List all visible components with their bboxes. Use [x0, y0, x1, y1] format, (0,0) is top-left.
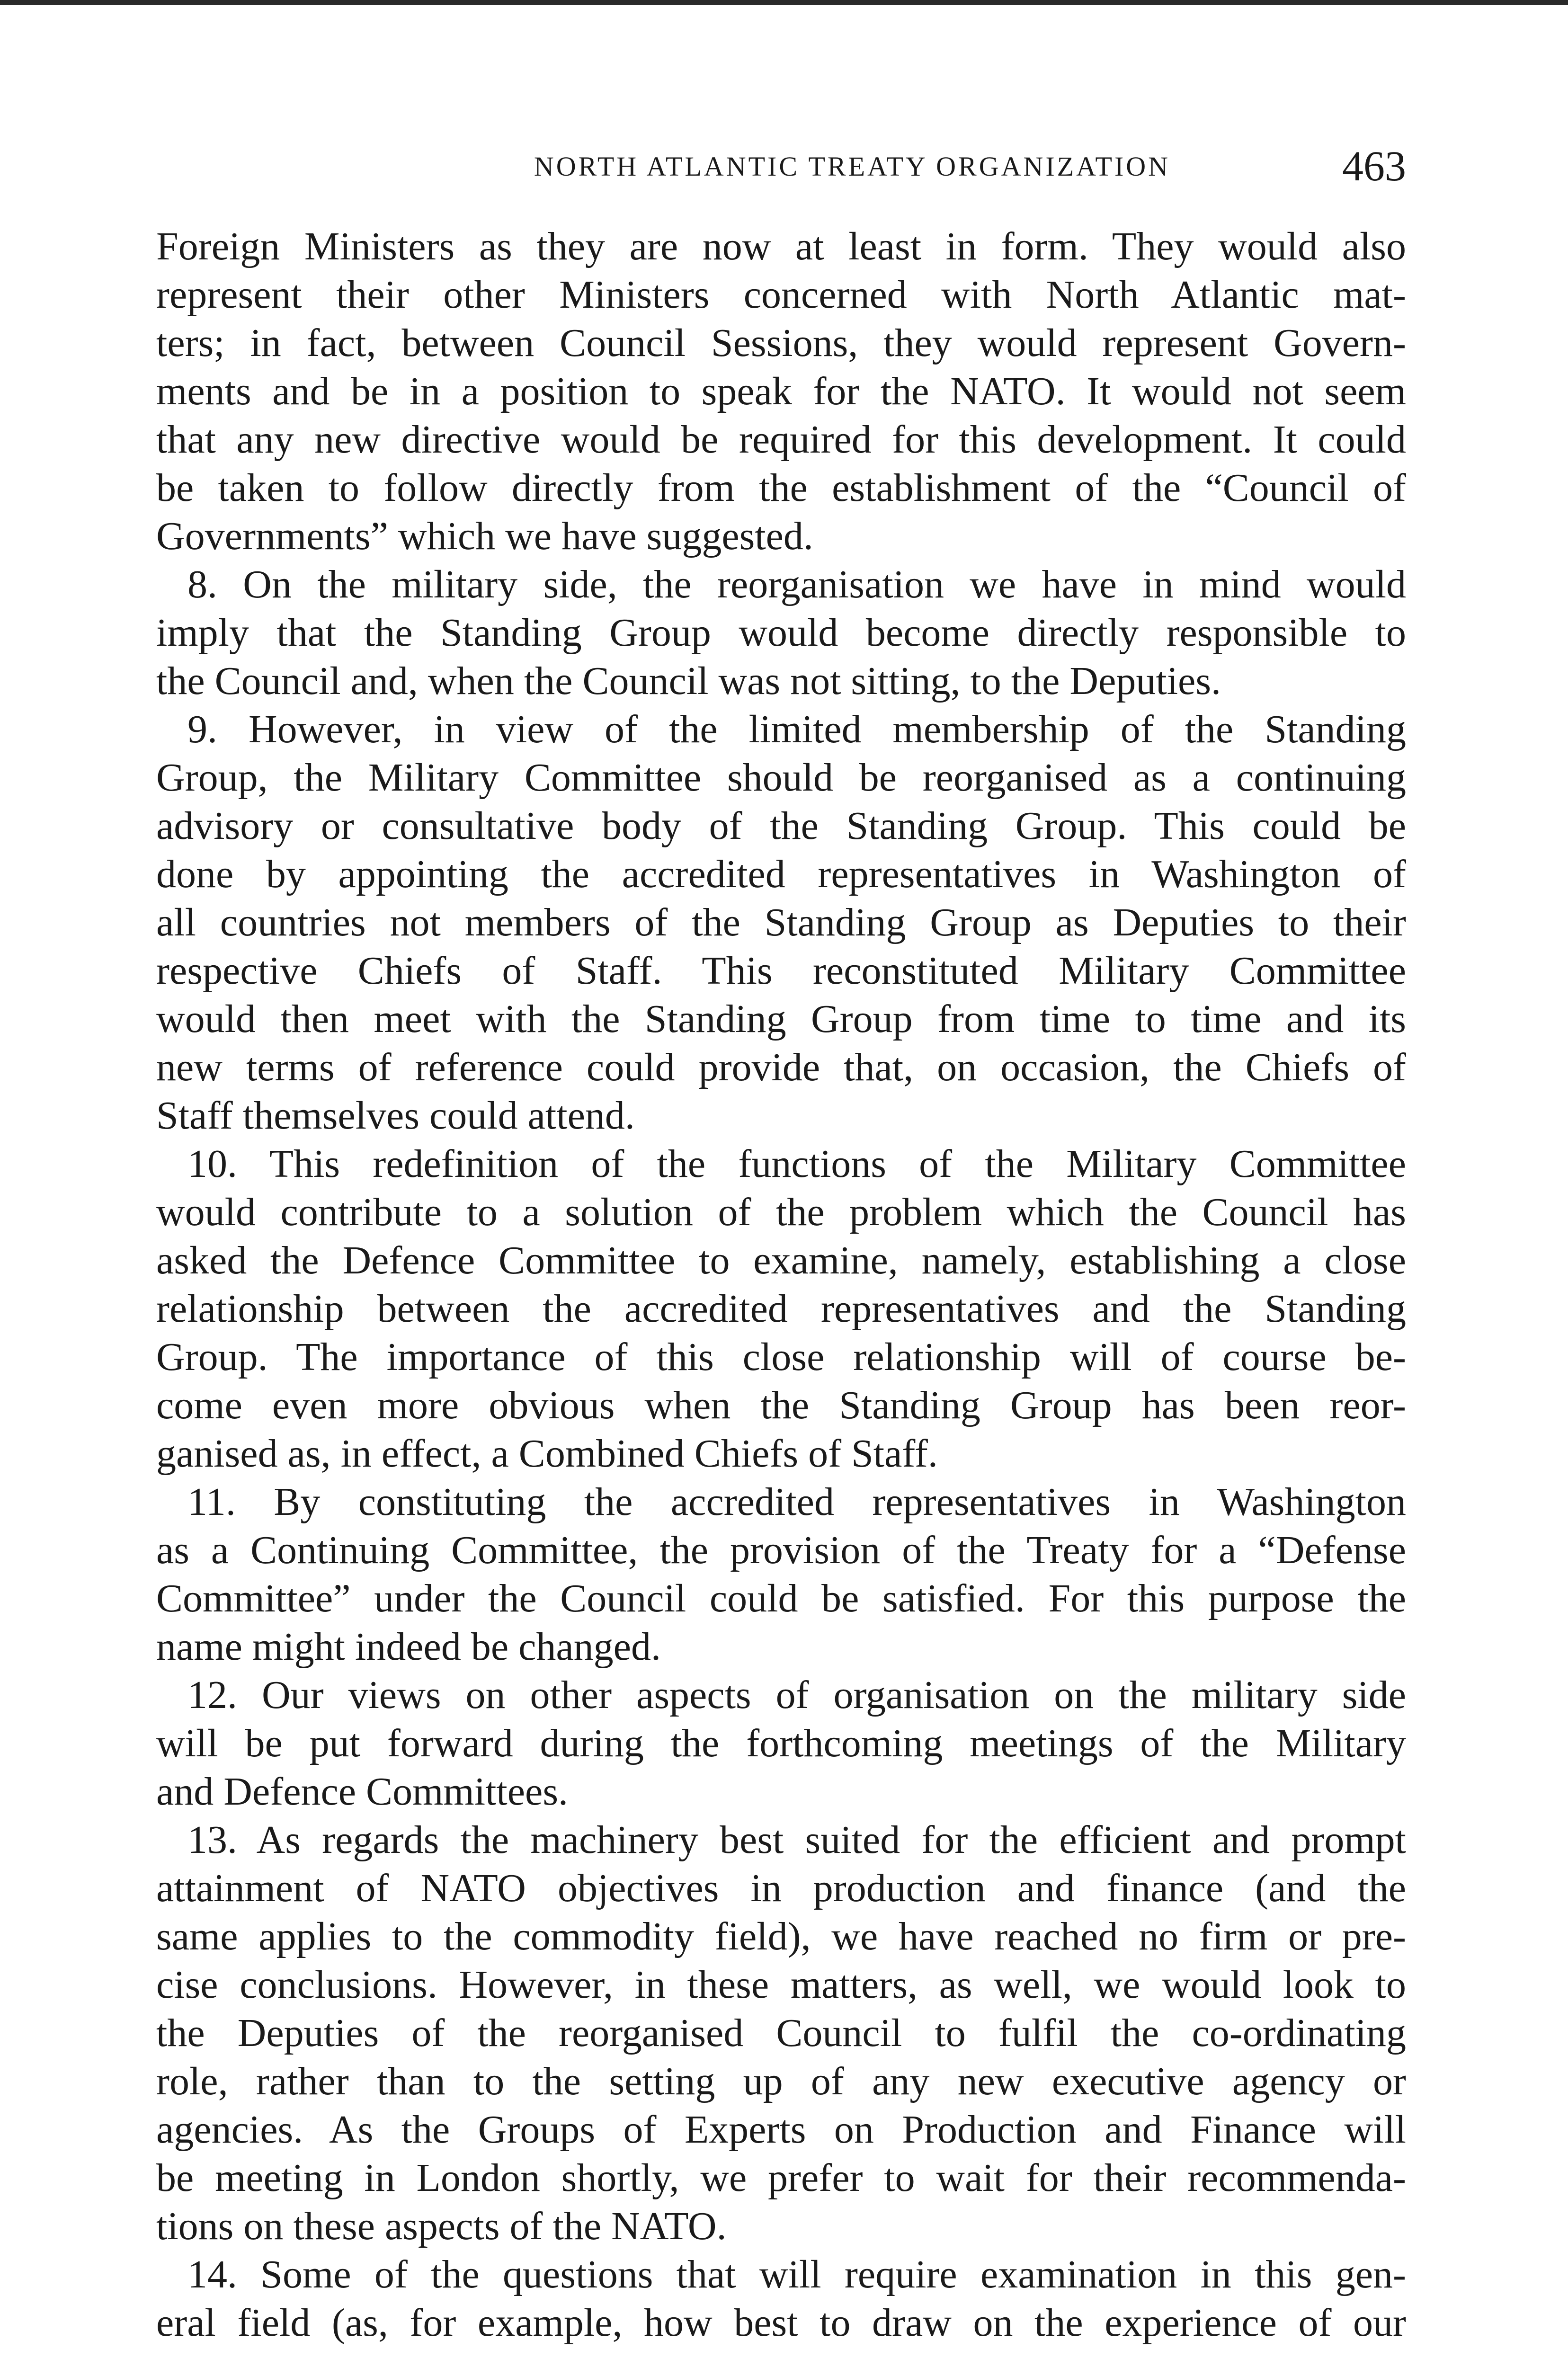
text-line: represent their other Ministers concerned with North Atlantic mat- — [156, 273, 1406, 317]
text-line: Group. The importance of this close relationship will of course be- — [156, 1335, 1406, 1379]
text-line: respective Chiefs of Staff. This reconstituted Military Committee — [156, 949, 1406, 993]
text-line: tions on these aspects of the NATO. — [156, 2204, 727, 2248]
text-line: advisory or consultative body of the Standing Group. This could be — [156, 804, 1406, 848]
text-line: all countries not members of the Standing Group as Deputies to their — [156, 900, 1406, 944]
text-line: would then meet with the Standing Group from time to time and its — [156, 997, 1406, 1041]
running-header — [156, 142, 1406, 194]
text-line: would contribute to a solution of the problem which the Council has — [156, 1190, 1406, 1234]
page-number: 463 — [1342, 143, 1406, 190]
text-line: be taken to follow directly from the establishment of the “Council of — [156, 466, 1406, 510]
text-line: 12. Our views on other aspects of organisation on the military side — [187, 1673, 1406, 1717]
running-title: NORTH ATLANTIC TREATY ORGANIZATION — [534, 151, 1171, 182]
text-line: ganised as, in effect, a Combined Chiefs of Staff. — [156, 1432, 938, 1476]
text-line: imply that the Standing Group would become directly responsible to — [156, 611, 1406, 655]
text-line: and Defence Committees. — [156, 1770, 569, 1814]
text-line: new terms of reference could provide that, on occasion, the Chiefs of — [156, 1045, 1406, 1089]
text-line: relationship between the accredited representatives and the Standing — [156, 1287, 1406, 1331]
text-line: as a Continuing Committee, the provision of the Treaty for a “Defense — [156, 1528, 1406, 1572]
body-text — [156, 222, 1406, 2347]
text-line: cise conclusions. However, in these matters, as well, we would look to — [156, 1963, 1406, 2007]
text-line: 9. However, in view of the limited membership of the Standing — [187, 707, 1406, 751]
text-line: ters; in fact, between Council Sessions, they would represent Govern- — [156, 321, 1406, 365]
text-line: asked the Defence Committee to examine, namely, establishing a close — [156, 1238, 1406, 1282]
text-line: name might indeed be changed. — [156, 1625, 661, 1669]
text-line: 14. Some of the questions that will require examination in this gen- — [187, 2252, 1406, 2296]
text-line: same applies to the commodity field), we have reached no firm or pre- — [156, 1914, 1406, 1958]
text-line: role, rather than to the setting up of any new executive agency or — [156, 2059, 1406, 2103]
text-line: that any new directive would be required for this development. It could — [156, 418, 1406, 462]
text-line: attainment of NATO objectives in production and finance (and the — [156, 1866, 1406, 1910]
text-line: be meeting in London shortly, we prefer to wait for their recommenda- — [156, 2156, 1406, 2200]
text-line: Group, the Military Committee should be reorganised as a continuing — [156, 756, 1406, 800]
text-line: Staff themselves could attend. — [156, 1094, 635, 1138]
text-line: 8. On the military side, the reorganisation we have in mind would — [187, 562, 1406, 606]
text-line: Committee” under the Council could be satisfied. For this purpose the — [156, 1576, 1406, 1620]
text-line: 11. By constituting the accredited representatives in Washington — [187, 1480, 1406, 1524]
text-line: done by appointing the accredited representatives in Washington of — [156, 852, 1406, 896]
text-line: eral field (as, for example, how best to draw on the experience of our — [156, 2301, 1406, 2345]
top-edge-rule — [0, 0, 1568, 5]
text-line: ments and be in a position to speak for the NATO. It would not seem — [156, 369, 1406, 413]
text-line: come even more obvious when the Standing Group has been reor- — [156, 1383, 1406, 1427]
text-line: the Council and, when the Council was not sitting, to the Deputies. — [156, 659, 1221, 703]
text-line: will be put forward during the forthcoming meetings of the Military — [156, 1721, 1406, 1765]
text-line: Foreign Ministers as they are now at least in form. They would also — [156, 224, 1406, 268]
text-line: 13. As regards the machinery best suited for the efficient and prompt — [187, 1818, 1406, 1862]
text-line: agencies. As the Groups of Experts on Production and Finance will — [156, 2108, 1406, 2152]
text-line: 10. This redefinition of the functions of the Military Committee — [187, 1142, 1406, 1186]
text-line: Governments” which we have suggested. — [156, 514, 813, 558]
text-line: the Deputies of the reorganised Council to fulfil the co-ordinating — [156, 2011, 1406, 2055]
